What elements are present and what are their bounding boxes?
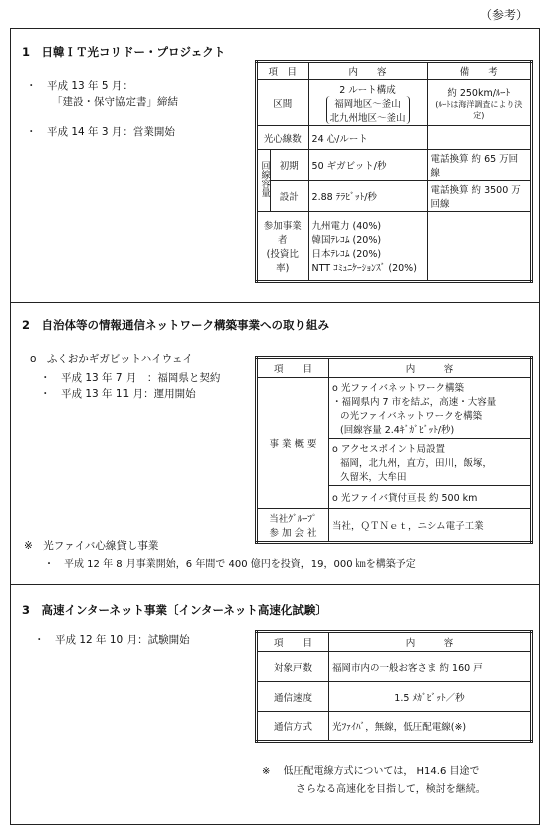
- section1-title: 1 日韓ＩＴ光コリドー・プロジェクト: [22, 45, 226, 59]
- section3-table: [255, 630, 533, 743]
- s1-r1-c2: 福岡地区～釜山: [334, 98, 401, 110]
- s1-th-item: 項 目: [257, 62, 309, 80]
- s2-c1d: (回線容量 2.4ｷﾞｶﾞﾋﾞｯﾄ/秒): [340, 425, 455, 436]
- section2-note-detail: ・ 平成 12 年 8 月事業開始，6 年間で 400 億円を投資，19，000 ㎞を構築予定: [44, 559, 416, 570]
- s2-c2c: 久留米，大牟田: [340, 472, 407, 483]
- s1-r1-n2: (ﾙｰﾄは海洋調査により決定): [435, 99, 523, 120]
- s1-r4-content: 2.88 ﾃﾗﾋﾞｯﾄ/秒: [308, 181, 427, 212]
- s1-r3-label: 初期: [271, 150, 309, 181]
- s1-r5-c2: 韓国ﾃﾚｺﾑ (20%): [311, 235, 382, 246]
- s1-r1-c3: 北九州地区～釜山: [329, 112, 406, 124]
- s1-r5-c4: NTT ｺﾐｭﾆｹｰｼｮﾝｽﾞ (20%): [311, 263, 417, 274]
- s2-th-item: 項 目: [257, 358, 329, 378]
- s1-r5-content: [308, 212, 427, 282]
- section1-table: [255, 60, 533, 283]
- s1-r5-note: [427, 212, 531, 282]
- s1-r2-note: [427, 126, 531, 150]
- s1-r4-label: 設計: [271, 181, 309, 212]
- section3-note-line1: ※ 低圧配電線方式については， H14.6 目途で: [262, 766, 480, 777]
- s1-r1-note: [427, 80, 531, 126]
- section3-title: 3 高速インターネット事業〔インターネット高速化試験〕: [22, 603, 327, 617]
- s1-r1-label: 区間: [257, 80, 309, 126]
- section2-title: 2 自治体等の情報通信ネットワーク構築事業への取り組み: [22, 318, 329, 332]
- s1-r5-label2: (投資比率): [266, 249, 299, 274]
- section2-item: o ふくおかギガビットハイウェイ: [30, 353, 193, 365]
- section2-table: [255, 356, 533, 544]
- s2-r2-label: [257, 509, 329, 543]
- s1-r1-content: [308, 80, 427, 126]
- s2-c3: o 光ファイバ貸付亘長 約 500 km: [332, 493, 478, 504]
- section1-bullet1-detail: 「建設・保守協定書」締結: [52, 96, 178, 108]
- section3-note-line2: さらなる高速化を目指して，検討を継続。: [296, 784, 486, 795]
- s1-r3-content: 50 ギガビット/秒: [308, 150, 427, 181]
- s2-r1-label: 事 業 概 要: [257, 378, 329, 509]
- s3-r3-label: 通信方式: [257, 712, 329, 742]
- section2-note: ※ 光ファイバ心線貸し事業: [24, 540, 159, 552]
- s1-r5-label: [257, 212, 309, 282]
- s2-c2a: o アクセスポイント局設置: [332, 444, 446, 455]
- s2-c1b: ・福岡県内 7 市を結ぶ，高速・大容量: [332, 397, 497, 408]
- separator-1: [10, 302, 540, 303]
- s3-r1-content: 福岡市内の一般お客さま 約 160 戸: [329, 652, 532, 682]
- s1-r1-bracket: [326, 96, 410, 124]
- s1-r3-group: [257, 150, 271, 212]
- s2-c2-block: [329, 439, 530, 486]
- s1-r5-c1: 九州電力 (40%): [311, 221, 382, 232]
- s1-r3-note: 電話換算 約 65 万回線: [427, 150, 531, 181]
- section3-bullet1: ・ 平成 12 年 10 月：試験開始: [34, 634, 190, 646]
- s3-r1-label: 対象戸数: [257, 652, 329, 682]
- section1-bullet2: ・ 平成 14 年 3 月：営業開始: [26, 126, 175, 138]
- s2-r2-label2: 参 加 会 社: [269, 528, 317, 539]
- s3-r2-content: 1.5 ﾒｶﾞﾋﾞｯﾄ／秒: [329, 682, 532, 712]
- s1-r1-c1: 2 ルート構成: [339, 84, 396, 96]
- s1-r1-n1: 約 250km/ﾙｰﾄ: [447, 87, 511, 99]
- s3-r3-content: 光ﾌｧｲﾊﾞ，無線，低圧配電線(※): [329, 712, 532, 742]
- s2-c1-block: [329, 378, 530, 439]
- s3-r2-label: 通信速度: [257, 682, 329, 712]
- s1-th-note: 備 考: [427, 62, 531, 80]
- s2-r2-label1: 当社ｸﾞﾙｰﾌﾟ: [269, 514, 317, 525]
- s1-r5-c3: 日本ﾃﾚｺﾑ (20%): [311, 249, 382, 260]
- reference-label: （参考）: [479, 8, 528, 22]
- s3-th-content: 内 容: [329, 632, 532, 652]
- section2-bullet1: ・ 平成 13 年 7 月 ：福岡県と契約: [40, 372, 221, 384]
- s1-r3-group-text: 回線容量: [259, 161, 270, 197]
- s1-r2-content: 24 心/ルート: [308, 126, 427, 150]
- s1-r2-label: 光心線数: [257, 126, 309, 150]
- section2-bullet2: ・ 平成 13 年 11 月：運用開始: [40, 388, 196, 400]
- s2-th-content: 内 容: [329, 358, 532, 378]
- s1-r5-label1: 参加事業者: [263, 221, 302, 246]
- separator-2: [10, 584, 540, 585]
- s2-c2b: 福岡，北九州，直方，田川，飯塚，: [340, 458, 493, 469]
- s1-th-content: 内 容: [308, 62, 427, 80]
- s3-th-item: 項 目: [257, 632, 329, 652]
- s1-r4-note: 電話換算 約 3500 万回線: [427, 181, 531, 212]
- s2-c1c: の光ファイバネットワークを構築: [340, 411, 483, 422]
- s2-r2-content: 当社，ＱＴＮｅｔ，ニシム電子工業: [329, 509, 532, 543]
- section1-bullet1: ・ 平成 13 年 5 月：: [26, 80, 133, 92]
- s2-c1a: o 光ファイバネットワーク構築: [332, 383, 464, 394]
- s2-r1-content: [329, 378, 532, 509]
